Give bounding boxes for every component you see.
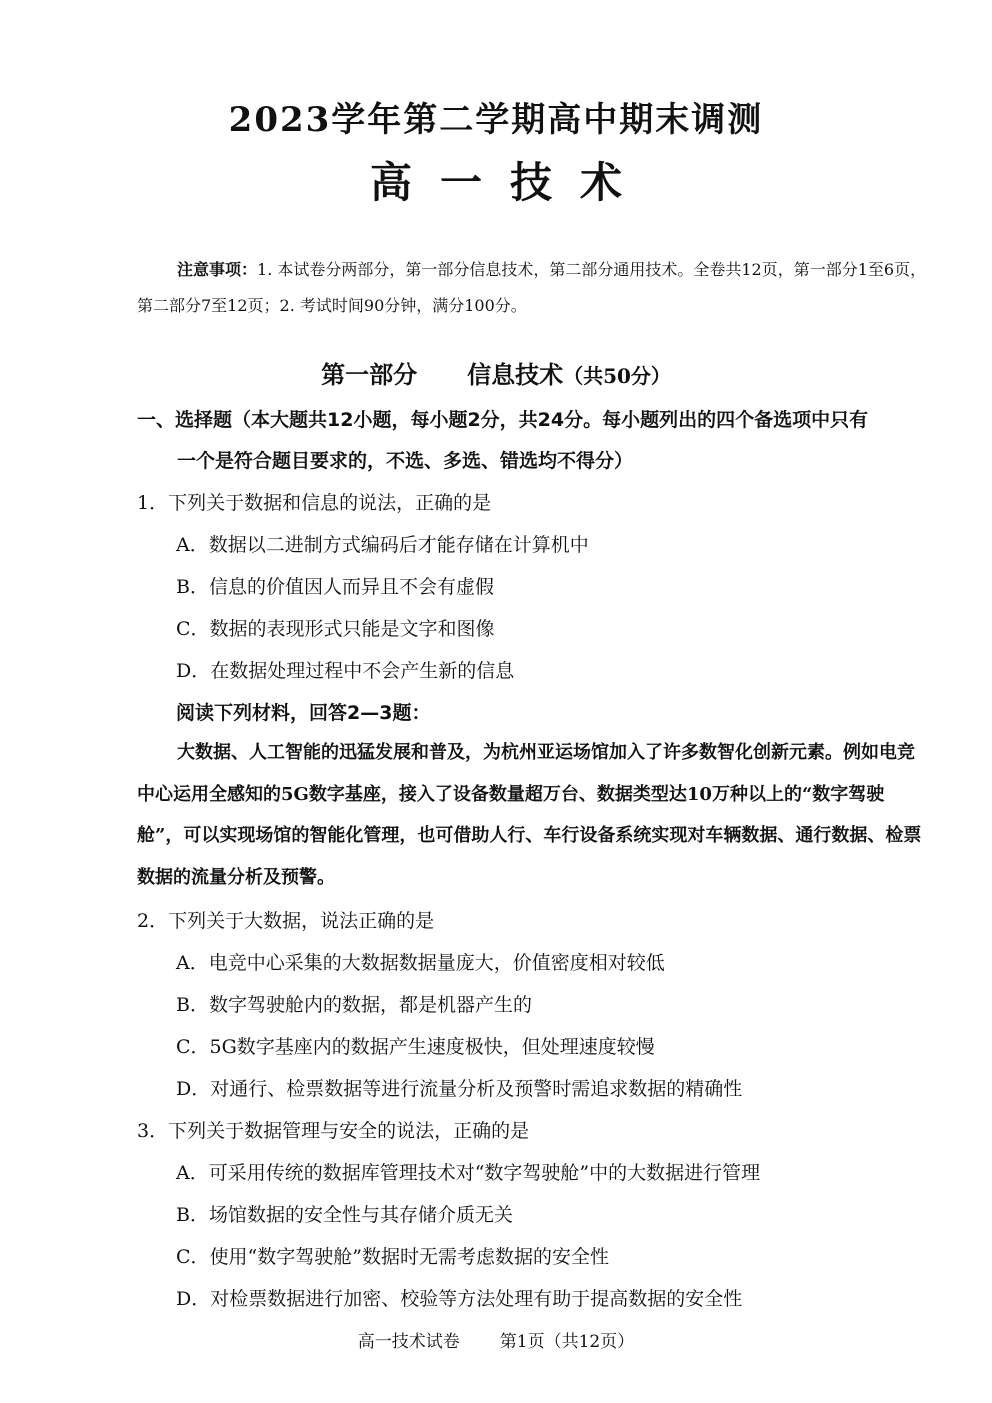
section-part: 第一部分 xyxy=(321,360,418,389)
question-1-option-c: C．数据的表现形式只能是文字和图像 xyxy=(176,618,495,640)
question-2-option-c: C．5G数字基座内的数据产生速度极快，但处理速度较慢 xyxy=(176,1036,655,1058)
instructions-line-1: 一、选择题（本大题共12小题，每小题2分，共24分。每小题列出的四个备选项中只有 xyxy=(137,409,869,431)
question-3-option-a: A．可采用传统的数据库管理技术对“数字驾驶舱”中的大数据进行管理 xyxy=(176,1162,761,1184)
footer-page-number: 第1页（共12页） xyxy=(499,1332,635,1352)
question-2-option-d: D．对通行、检票数据等进行流量分析及预警时需追求数据的精确性 xyxy=(176,1078,743,1100)
page-footer xyxy=(0,1327,992,1352)
question-1-option-a: A．数据以二进制方式编码后才能存储在计算机中 xyxy=(176,534,589,556)
section-score: （共50分） xyxy=(563,364,671,388)
exam-title: 2023学年第二学期高中期末调测 xyxy=(228,100,764,140)
section-name: 信息技术 xyxy=(467,360,564,389)
question-1-option-d: D．在数据处理过程中不会产生新的信息 xyxy=(176,660,515,682)
question-3-option-d: D．对检票数据进行加密、校验等方法处理有助于提高数据的安全性 xyxy=(176,1288,743,1310)
reading-material: 大数据、人工智能的迅猛发展和普及，为杭州亚运场馆加入了许多数智化创新元素。例如电竞中心运用全感知的5G数字基座，接入了设备数量超万台、数据类型达10万种以上的“数字驾驶舱”，可以实现场馆的智能化管理，也可借助人行、车行设备系统实现对车辆数据、通行数据、检票数据的流量分析及预警。 xyxy=(137,742,922,888)
question-2-option-a: A．电竞中心采集的大数据数据量庞大，价值密度相对较低 xyxy=(176,952,665,974)
question-2-option-b: B．数字驾驶舱内的数据，都是机器产生的 xyxy=(176,994,532,1016)
question-stem-1: 1．下列关于数据和信息的说法，正确的是 xyxy=(137,492,492,514)
notice-text: 1. 本试卷分两部分，第一部分信息技术，第二部分通用技术。全卷共12页，第一部分1至6页，第二部分7至12页；2. 考试时间90分钟，满分100分。 xyxy=(137,260,927,315)
question-3-option-c: C．使用“数字驾驶舱”数据时无需考虑数据的安全性 xyxy=(176,1246,609,1268)
instructions xyxy=(137,400,937,482)
exam-subject: 高一技术 xyxy=(369,158,650,207)
question-3-option-b: B．场馆数据的安全性与其存储介质无关 xyxy=(176,1204,513,1226)
question-1-option-b: B．信息的价值因人而异且不会有虚假 xyxy=(176,576,494,598)
instructions-line-2: 一个是符合题目要求的，不选、多选、错选均不得分） xyxy=(177,450,634,472)
question-stem-3: 3．下列关于数据管理与安全的说法，正确的是 xyxy=(137,1120,530,1142)
notice-label: 注意事项： xyxy=(177,260,258,279)
notice-paragraph xyxy=(137,252,927,324)
footer-exam-name: 高一技术试卷 xyxy=(357,1332,460,1352)
section-heading xyxy=(0,355,992,390)
question-stem-2: 2．下列关于大数据，说法正确的是 xyxy=(137,910,435,932)
reading-intro: 阅读下列材料，回答2—3题： xyxy=(176,702,431,724)
